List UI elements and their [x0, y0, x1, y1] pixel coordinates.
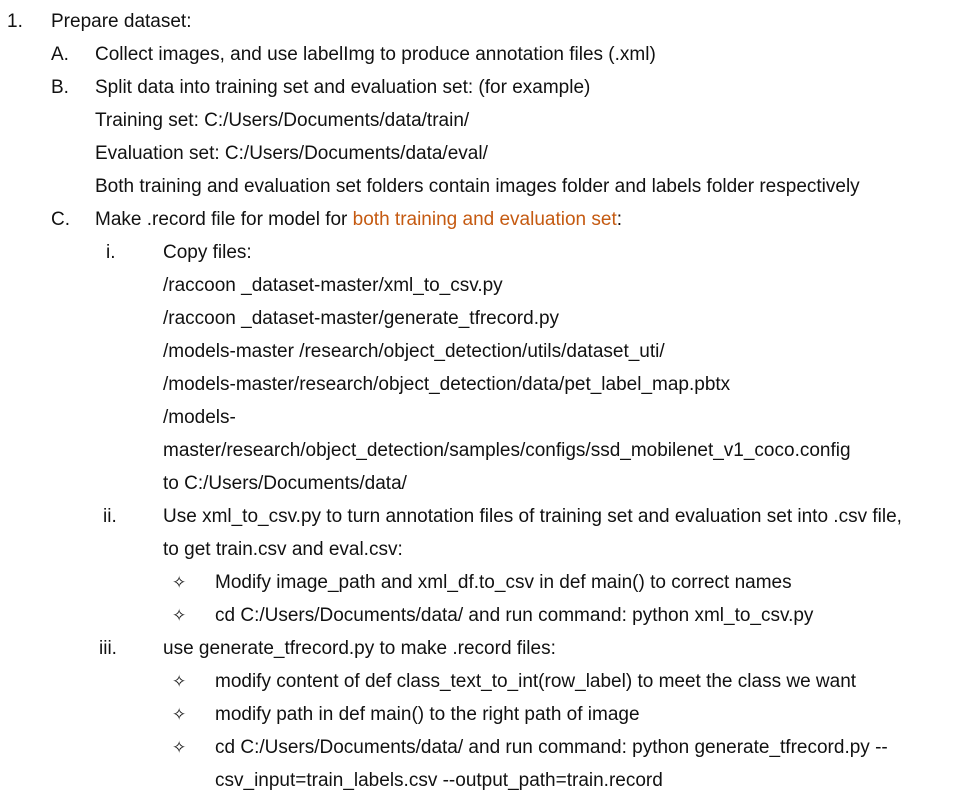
- list-marker-ii: ii.: [103, 506, 117, 527]
- list-marker-i: i.: [106, 242, 116, 263]
- file-path: /models-: [163, 407, 236, 428]
- folders-note: Both training and evaluation set folders contain images folder and labels folder respectively: [95, 176, 860, 197]
- file-path: /raccoon _dataset-master/xml_to_csv.py: [163, 275, 503, 296]
- file-path: /models-master/research/object_detection/data/pet_label_map.pbtx: [163, 374, 731, 395]
- bullet-item: Modify image_path and xml_df.to_csv in def main() to correct names: [215, 572, 792, 593]
- list-item-c-text-after: :: [616, 209, 623, 230]
- list-item-a-text: Collect images, and use labelImg to produce annotation files (.xml): [95, 44, 656, 65]
- file-path-continuation: master/research/object_detection/samples/configs/ssd_mobilenet_v1_coco.config: [163, 440, 851, 461]
- bullet-item-continuation: csv_input=train_labels.csv --output_path=train.record: [215, 770, 663, 791]
- four-pointed-star-icon: ✧: [172, 738, 187, 758]
- list-item-c-text: [95, 208, 622, 232]
- list-marker-b: B.: [51, 77, 69, 98]
- list-marker-a: A.: [51, 44, 69, 65]
- list-item-ii-text-continuation: to get train.csv and eval.csv:: [163, 539, 403, 560]
- list-item-b-text: Split data into training set and evaluation set: (for example): [95, 77, 591, 98]
- list-marker-c: C.: [51, 209, 70, 230]
- bullet-item: cd C:/Users/Documents/data/ and run command: python generate_tfrecord.py --: [215, 737, 888, 758]
- list-item-ii-text: Use xml_to_csv.py to turn annotation files of training set and evaluation set into .csv file,: [163, 506, 902, 527]
- bullet-item: modify content of def class_text_to_int(row_label) to meet the class we want: [215, 671, 857, 692]
- list-item-c-text-before: Make .record file for model for: [95, 209, 353, 230]
- evaluation-set-path: Evaluation set: C:/Users/Documents/data/eval/: [95, 143, 488, 164]
- four-pointed-star-icon: ✧: [172, 705, 187, 725]
- file-path: /models-master /research/object_detection/utils/dataset_uti/: [163, 341, 665, 362]
- four-pointed-star-icon: ✧: [172, 672, 187, 692]
- bullet-item: cd C:/Users/Documents/data/ and run command: python xml_to_csv.py: [215, 605, 814, 626]
- list-item-iii-text: use generate_tfrecord.py to make .record files:: [163, 638, 556, 659]
- list-item-1-text: Prepare dataset:: [51, 11, 192, 32]
- list-marker-1: 1.: [7, 11, 23, 32]
- copy-destination: to C:/Users/Documents/data/: [163, 473, 407, 494]
- four-pointed-star-icon: ✧: [172, 606, 187, 626]
- highlighted-phrase: both training and evaluation set: [352, 209, 617, 230]
- list-marker-iii: iii.: [99, 638, 117, 659]
- four-pointed-star-icon: ✧: [172, 573, 187, 593]
- copy-files-label: Copy files:: [163, 242, 252, 263]
- training-set-path: Training set: C:/Users/Documents/data/train/: [95, 110, 470, 131]
- file-path: /raccoon _dataset-master/generate_tfrecord.py: [163, 308, 560, 329]
- bullet-item: modify path in def main() to the right path of image: [215, 704, 640, 725]
